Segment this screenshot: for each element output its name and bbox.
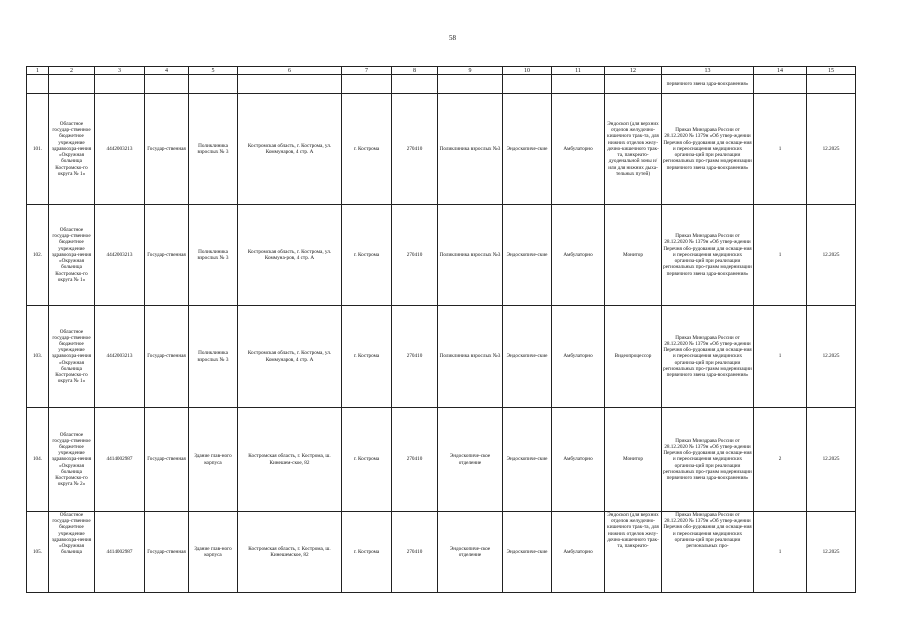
address: Костромская область, г. Кострома, ул. Коммуна-ров, 4 стр. А (238, 205, 342, 306)
ownership-form: Государ-ственная (145, 306, 189, 408)
row-number: 102. (27, 205, 49, 306)
city: г. Кострома (342, 408, 392, 512)
care-conditions: Амбулаторно (552, 94, 605, 205)
ownership-form: Государ-ственная (145, 408, 189, 512)
equipment-table (26, 66, 856, 593)
legal-basis: Приказ Минздрава России от 28.12.2020 № 1379н «Об утвер-ждении Перечня обо-рудования для оснаще-ния и переоснащения медицинских организа-ций при реализации региональных про- (662, 512, 754, 593)
equipment-name: Эндоскоп (для верхних отделов желудочно-кишечного трак-та, для нижних отделов желу-дочно-кишечного трак-та, панкреато-дуоденальной зоны и/или для нижних дыха-тельных путей) (605, 94, 662, 205)
okato-code: 270410 (392, 408, 438, 512)
carry-over-row (27, 75, 856, 94)
legal-basis: Приказ Минздрава России от 28.12.2020 № 1379н «Об утвер-ждении Перечня обо-рудования для оснаще-ния и переоснащения медицинских организа-ций при реализации региональных про-грамм модернизации первичного звена здра-воохранения» (662, 94, 754, 205)
care-conditions: Амбулаторно (552, 306, 605, 408)
table-row (27, 512, 856, 593)
col-number: 4 (145, 67, 189, 75)
care-conditions: Амбулаторно (552, 408, 605, 512)
building-unit: Поликлиника взрослых № 3 (189, 306, 238, 408)
ownership-form: Государ-ственная (145, 512, 189, 593)
equipment-name: Видеопроцессор (605, 306, 662, 408)
care-conditions: Амбулаторно (552, 205, 605, 306)
col-number: 14 (754, 67, 807, 75)
legal-basis: Приказ Минздрава России от 28.12.2020 № 1379н «Об утвер-ждении Перечня обо-рудования для оснаще-ния и переоснащения медицинских организа-ций при реализации региональных про-грамм модернизации первичного звена здра-воохранения» (662, 306, 754, 408)
equipment-name: Эндоскоп (для верхних отделов желудочно-кишечного трак-та, для нижних отделов желу-дочно-кишечного трак-та, панкреато- (605, 512, 662, 593)
col-number: 15 (807, 67, 856, 75)
ownership-form: Государ-ственная (145, 205, 189, 306)
inn: 4414002987 (95, 408, 145, 512)
address: Костромская область, г. Кострома, ш. Кинешемское, 82 (238, 512, 342, 593)
col-number: 2 (49, 67, 95, 75)
okato-code: 270410 (392, 306, 438, 408)
medical-profile: Эндоскопиче-ские (503, 306, 552, 408)
quantity: 2 (754, 408, 807, 512)
col-number: 3 (95, 67, 145, 75)
organization-name: Областное государ-ственное бюджетное учреждение здравоохра-нения «Окружная больница Костромско-го округа № 1» (49, 94, 95, 205)
city: г. Кострома (342, 512, 392, 593)
row-number: 103. (27, 306, 49, 408)
care-conditions: Амбулаторно (552, 512, 605, 593)
department: Поликлиника взрослых №3 (438, 205, 503, 306)
organization-name: Областное государ-ственное бюджетное учреждение здравоохра-нения «Окружная больница (49, 512, 95, 593)
city: г. Кострома (342, 306, 392, 408)
department: Поликлиника взрослых №3 (438, 306, 503, 408)
row-number: 104. (27, 408, 49, 512)
col-number: 7 (342, 67, 392, 75)
table-row (27, 408, 856, 512)
city: г. Кострома (342, 205, 392, 306)
column-number-row (27, 67, 856, 75)
medical-profile: Эндоскопиче-ские (503, 512, 552, 593)
col-number: 8 (392, 67, 438, 75)
organization-name: Областное государ-ственное бюджетное учреждение здравоохра-нения «Окружная больница Костромско-го округа № 1» (49, 205, 95, 306)
table-row (27, 94, 856, 205)
table-row (27, 205, 856, 306)
department: Поликлиника взрослых №3 (438, 94, 503, 205)
address: Костромская область, г. Кострома, ш. Кинешем-ское, 82 (238, 408, 342, 512)
col-number: 9 (438, 67, 503, 75)
col-number: 13 (662, 67, 754, 75)
okato-code: 270410 (392, 205, 438, 306)
col-number: 11 (552, 67, 605, 75)
equipment-name: Монитор (605, 205, 662, 306)
quantity: 1 (754, 205, 807, 306)
quantity: 1 (754, 512, 807, 593)
col-number: 10 (503, 67, 552, 75)
building-unit: Поликлиника взрослых № 3 (189, 205, 238, 306)
legal-basis: Приказ Минздрава России от 28.12.2020 № 1379н «Об утвер-ждении Перечня обо-рудования для оснаще-ния и переоснащения медицинских организа-ций при реализации региональных про-грамм модернизации первичного звена здра-воохранения» (662, 408, 754, 512)
address: Костромская область, г. Кострома, ул. Коммунаров, 4 стр. А (238, 306, 342, 408)
medical-profile: Эндоскопиче-ские (503, 205, 552, 306)
medical-profile: Эндоскопиче-ские (503, 94, 552, 205)
department: Эндоскопиче-ское отделение (438, 512, 503, 593)
legal-basis: Приказ Минздрава России от 28.12.2020 № 1379н «Об утвер-ждении Перечня обо-рудования для оснаще-ния и переоснащения медицинских организа-ций при реализации региональных про-грамм модернизации первичного звена здра-воохранения» (662, 205, 754, 306)
col-number: 6 (238, 67, 342, 75)
row-number: 101. (27, 94, 49, 205)
col-number: 12 (605, 67, 662, 75)
table-row (27, 306, 856, 408)
inn: 4414002987 (95, 512, 145, 593)
building-unit: Здание глав-ного корпуса (189, 408, 238, 512)
quantity: 1 (754, 306, 807, 408)
row-number: 105. (27, 512, 49, 593)
department: Эндоскопиче-ское отделение (438, 408, 503, 512)
delivery-date: 12.2025 (807, 94, 856, 205)
equipment-name: Монитор (605, 408, 662, 512)
building-unit: Поликлиника взрослых № 3 (189, 94, 238, 205)
address: Костромская область, г. Кострома, ул. Коммунаров, 4 стр. А (238, 94, 342, 205)
delivery-date: 12.2025 (807, 306, 856, 408)
organization-name: Областное государ-ственное бюджетное учреждение здравоохра-нения «Окружная больница Костромско-го округа № 1» (49, 306, 95, 408)
city: г. Кострома (342, 94, 392, 205)
delivery-date: 12.2025 (807, 512, 856, 593)
inn: 4442003213 (95, 205, 145, 306)
delivery-date: 12.2025 (807, 408, 856, 512)
col-number: 5 (189, 67, 238, 75)
organization-name: Областное государ-ственное бюджетное учреждение здравоохра-нения «Окружная больница Костромско-го округа № 2» (49, 408, 95, 512)
inn: 4442003213 (95, 306, 145, 408)
carry-over-basis: первичного звена здра-воохранения» (662, 75, 754, 94)
ownership-form: Государ-ственная (145, 94, 189, 205)
inn: 4442003213 (95, 94, 145, 205)
okato-code: 270410 (392, 94, 438, 205)
okato-code: 270410 (392, 512, 438, 593)
col-number: 1 (27, 67, 49, 75)
quantity: 1 (754, 94, 807, 205)
medical-profile: Эндоскопиче-ские (503, 408, 552, 512)
building-unit: Здание глав-ного корпуса (189, 512, 238, 593)
delivery-date: 12.2025 (807, 205, 856, 306)
page-number: 58 (449, 34, 456, 42)
